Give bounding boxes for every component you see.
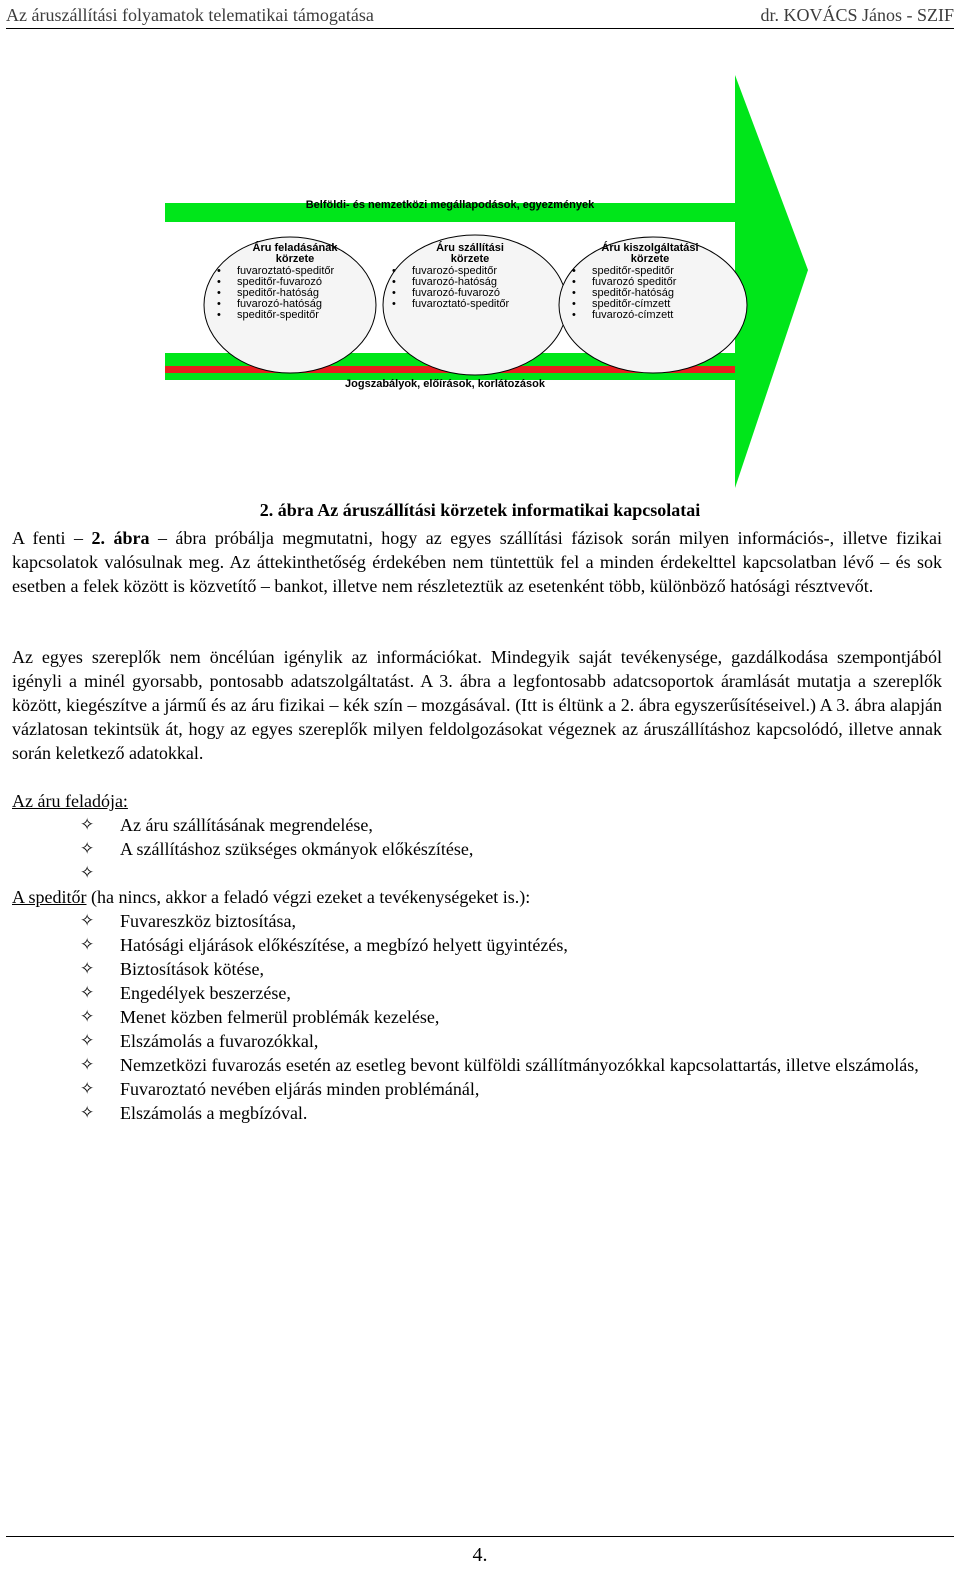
star-bullet-icon: ✧: [80, 815, 95, 835]
list-item: • speditőr-hatóság: [215, 288, 375, 299]
star-bullet-icon: ✧: [80, 863, 95, 883]
forwarder-title-rest: (ha nincs, akkor a feladó végzi ezeket a tevékenységeket is.):: [86, 887, 531, 907]
list-item: [12, 1005, 942, 1029]
section-title-sender: Az áru feladója:: [12, 791, 128, 811]
list-item: [12, 957, 942, 981]
star-bullet-icon: ✧: [80, 1031, 95, 1051]
zone-title-2: körzete: [630, 253, 670, 265]
list-item: [12, 1077, 942, 1101]
list-item-text: Engedélyek beszerzése,: [120, 983, 291, 1003]
list-item: [12, 933, 942, 957]
sender-list: [12, 813, 942, 885]
list-item: • fuvarozó speditőr: [570, 277, 730, 288]
paragraph-1-rest: – ábra próbálja megmutatni, hogy az egyes szállítási fázisok során milyen információs-, illetve fizikai kapcsolatok valósulnak meg. Az áttekinthetőség érdekében nem tüntettük fel a minden érdekelttel kapcsolatban lévő – és sok esetben a felek között is közvetítő – bankot, illetve nem részleteztük az esetenként több, különböző hatósági résztvevőt.: [12, 528, 943, 596]
list-item: [12, 1029, 942, 1053]
list-item-text: Fuvareszköz biztosítása,: [120, 911, 296, 931]
zone-delivery: [570, 243, 730, 321]
list-item: • fuvarozó-hatóság: [390, 277, 550, 288]
figure-diagram: [0, 70, 960, 500]
star-bullet-icon: ✧: [80, 1079, 95, 1099]
list-item-text: Fuvaroztató nevében eljárás minden problémánál,: [120, 1079, 480, 1099]
paragraph-1: [12, 526, 942, 598]
zone-title: Áru feladásának: [252, 242, 338, 254]
list-item-text: A szállításhoz szükséges okmányok előkészítése,: [120, 839, 474, 859]
page-number: 4.: [472, 1544, 488, 1566]
list-item-text: Hatósági eljárások előkészítése, a megbízó helyett ügyintézés,: [120, 935, 568, 955]
list-item: [12, 981, 942, 1005]
header-author: dr. KOVÁCS János - SZIF: [760, 4, 954, 25]
list-item: [12, 813, 942, 837]
star-bullet-icon: ✧: [80, 959, 95, 979]
list-item-text: Az áru szállításának megrendelése,: [120, 815, 373, 835]
section-title-forwarder: [12, 885, 530, 909]
list-item: • fuvaroztató-speditőr: [390, 299, 550, 310]
list-item: • speditőr-hatóság: [570, 288, 730, 299]
list-item-text: Nemzetközi fuvarozás esetén az esetleg bevont külföldi szállítmányozókkal kapcsolattartás, illetve elszámolás,: [120, 1055, 919, 1075]
page-header: [6, 0, 954, 29]
list-item: • speditőr-fuvarozó: [215, 277, 375, 288]
list-item: [12, 837, 942, 861]
star-bullet-icon: ✧: [80, 1055, 95, 1075]
forwarder-title-underlined: A speditőr: [12, 887, 87, 907]
list-item: [12, 1101, 942, 1125]
list-item: • fuvarozó-hatóság: [215, 299, 375, 310]
forwarder-list: [12, 909, 942, 1125]
star-bullet-icon: ✧: [80, 839, 95, 859]
zone-transport: [390, 243, 550, 310]
list-item: [12, 1053, 942, 1077]
paragraph-2: Az egyes szereplők nem öncélúan igénylik az információkat. Mindegyik saját tevékenysége, gazdálkodása szempontjából igényli a minél gyorsabb, pontosabb adatszolgáltatást. A 3. ábra a legfontosabb adatcsoportok áramlását mutatja a szereplők között, kiegészítve a jármű és az áru fizikai – kék szín – mozgásával. (Itt is éltünk a 2. ábra egyszerűsítéseivel.) A 3. ábra alapján vázlatosan tekintsük át, hogy az egyes szereplők milyen feldolgozásokat végeznek az áruszállításhoz kapcsolódó, illetve annak során keletkező adatokkal.: [12, 647, 942, 763]
top-bar: [165, 216, 735, 222]
list-item: • speditőr-címzett: [570, 299, 730, 310]
list-item: [12, 861, 942, 885]
list-item: • speditőr-speditőr: [570, 266, 730, 277]
star-bullet-icon: ✧: [80, 911, 95, 931]
zone-shipping: [215, 243, 375, 321]
figure-reference: 2. ábra: [91, 528, 150, 548]
list-item: • fuvarozó-speditőr: [390, 266, 550, 277]
list-item-text: Elszámolás a fuvarozókkal,: [120, 1031, 319, 1051]
list-item: • fuvarozó-címzett: [570, 310, 730, 321]
zone-title-2: körzete: [450, 253, 490, 265]
star-bullet-icon: ✧: [80, 1103, 95, 1123]
paragraph-1-start: A fenti –: [12, 528, 92, 548]
figure-caption: 2. ábra Az áruszállítási körzetek informatikai kapcsolatai: [259, 500, 701, 520]
star-bullet-icon: ✧: [80, 1007, 95, 1027]
list-item-text: Elszámolás a megbízóval.: [120, 1103, 308, 1123]
agreements-label: Belföldi- és nemzetközi megállapodások, egyezmények: [305, 199, 595, 211]
list-item: • speditőr-speditőr: [215, 310, 375, 321]
zone-title-2: körzete: [275, 253, 315, 265]
list-item-text: Menet közben felmerül problémák kezelése,: [120, 1007, 440, 1027]
list-item: • fuvarozó-fuvarozó: [390, 288, 550, 299]
star-bullet-icon: ✧: [80, 983, 95, 1003]
list-item: • fuvaroztató-speditőr: [215, 266, 375, 277]
zone-title: Áru kiszolgáltatási: [601, 242, 699, 254]
list-item: [12, 909, 942, 933]
zone-title: Áru szállítási: [436, 242, 504, 254]
list-item-text: Biztosítások kötése,: [120, 959, 264, 979]
footer-divider: [6, 1536, 954, 1537]
regulations-label: Jogszabályok, előírások, korlátozások: [345, 378, 545, 390]
header-title: Az áruszállítási folyamatok telematikai támogatása: [6, 4, 374, 25]
star-bullet-icon: ✧: [80, 935, 95, 955]
